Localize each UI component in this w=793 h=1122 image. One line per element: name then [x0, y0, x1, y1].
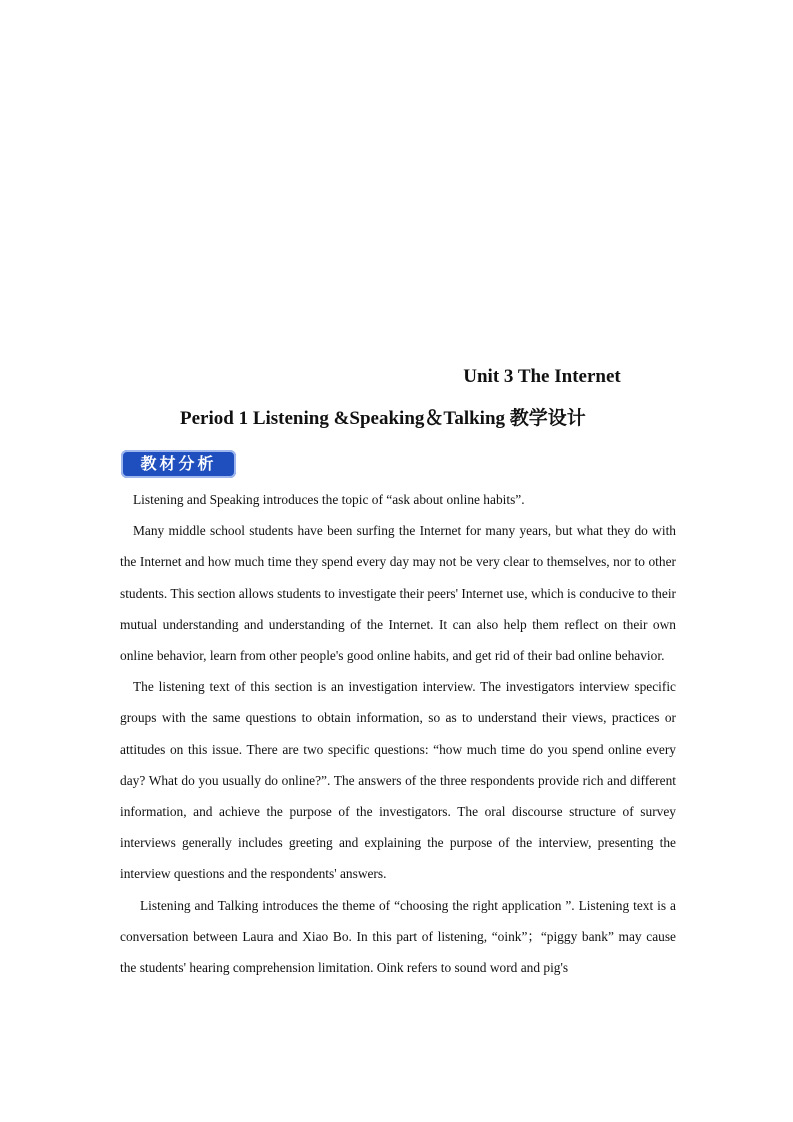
paragraph: The listening text of this section is an investigation interview. The investigators interview specific groups with the same questions to obtain information, so as to understand their views, practices or attitudes on this issue. There are two specific questions: “how much time do you spend online every day? What do you usually do online?”. The answers of the three respondents provide rich and different information, and achieve the purpose of the investigators. The oral discourse structure of survey interviews generally includes greeting and explaining the purpose of the interview, presenting the interview questions and the respondents' answers.	[120, 679, 676, 882]
body-text	[120, 484, 676, 983]
paragraph: Listening and Speaking introduces the topic of “ask about online habits”.	[133, 492, 525, 507]
document-subtitle: Period 1 Listening &Speaking＆Talking 教学设计	[180, 408, 586, 429]
paragraph: Listening and Talking introduces the theme of “choosing the right application ”. Listening text is a conversation between Laura and Xiao Bo. In this part of listening, “oink”；“piggy bank” may cause the students' hearing comprehension limitation. Oink refers to sound word and pig's	[120, 897, 676, 976]
document-title	[0, 366, 793, 388]
paragraph: Many middle school students have been surfing the Internet for many years, but what they do with the Internet and how much time they spend every day may not be very clear to themselves, nor to other students. This section allows students to investigate their peers' Internet use, which is conducive to their mutual understanding and understanding of the Internet. It can also help them reflect on their own online behavior, learn from other people's good online habits, and get rid of their bad online behavior.	[120, 523, 676, 664]
section-label-badge: 教材分析	[121, 450, 236, 478]
document-title-text: Unit 3 The Internet	[463, 366, 621, 387]
